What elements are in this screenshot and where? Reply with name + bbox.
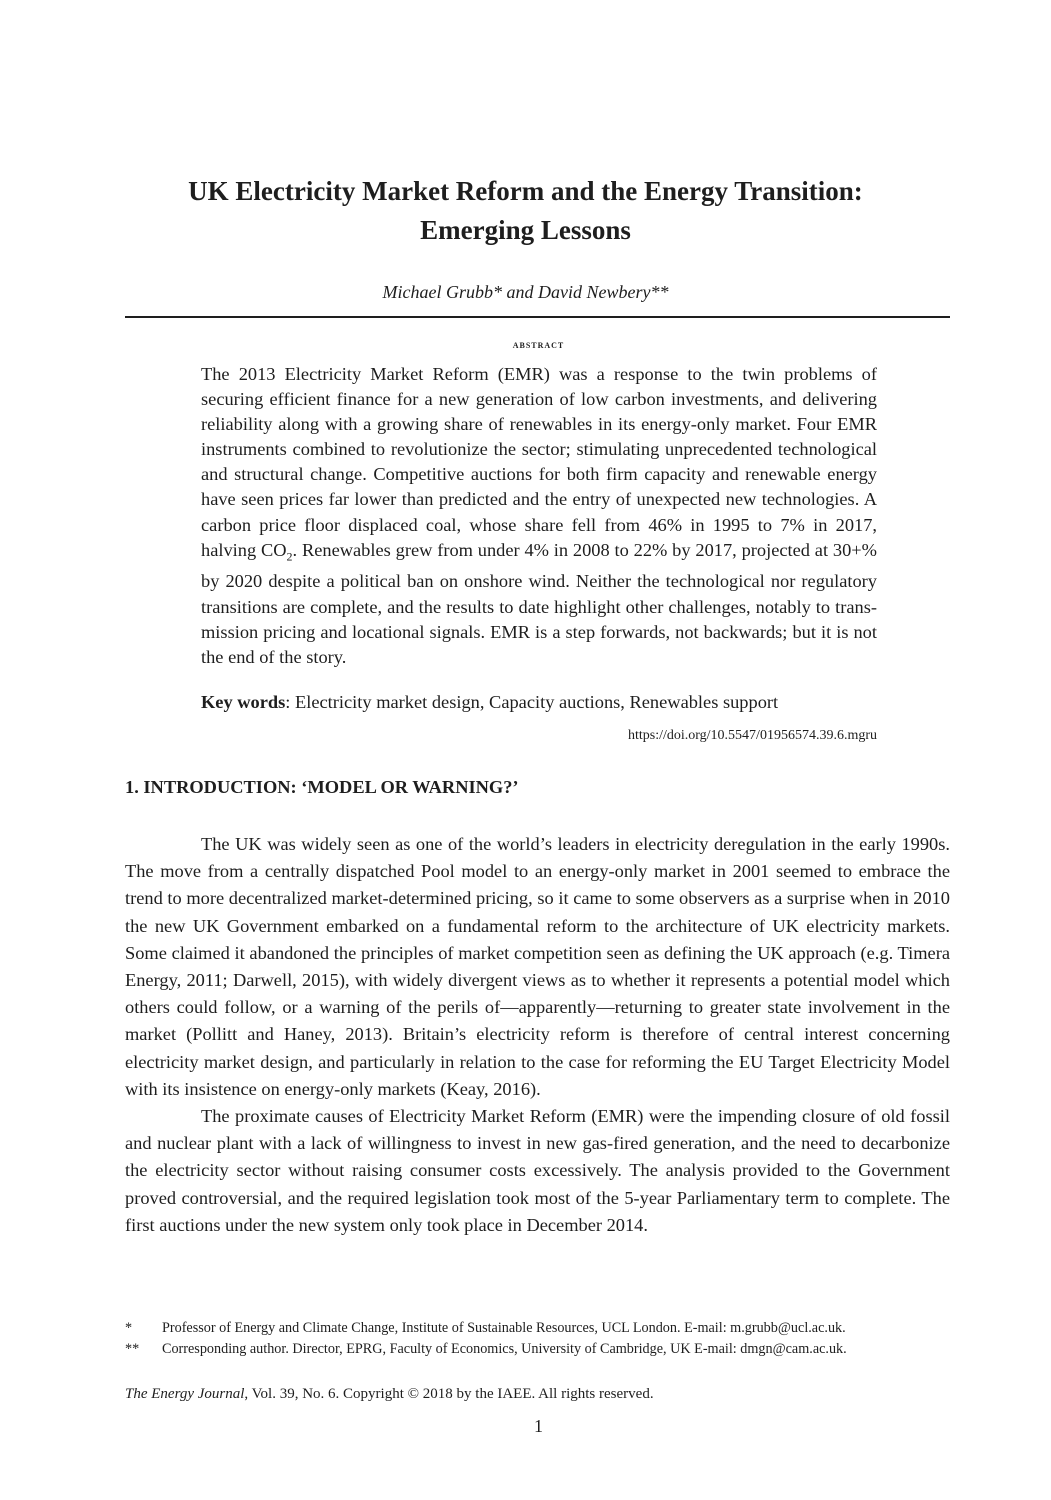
footnote-2-text: Corresponding author. Director, EPRG, Faculty of Economics, University of Cambridge, UK E-mail: dmgn@cam.ac.uk. [162, 1341, 847, 1357]
journal-name: The Energy Journal [125, 1386, 245, 1402]
title-divider [125, 316, 950, 318]
keywords-line [201, 692, 901, 713]
paper-title-line-1: UK Electricity Market Reform and the Energy Transition: [188, 176, 863, 206]
footnote-1-text: Professor of Energy and Climate Change, Institute of Sustainable Resources, UCL London. E-mail: m.grubb@ucl.ac.uk. [162, 1320, 846, 1336]
keywords-text: : Electricity market design, Capacity auctions, Renewables support [285, 692, 779, 712]
body-paragraph-2: The proximate causes of Electricity Market Reform (EMR) were the impending closure of old fossil and nuclear plant with a lack of willingness to invest in new gas-fired generation, and the need to decarbonize the electricity sector without raising consumer costs excessively. The analysis provided to the Government proved controversial, and the required legislation took most of the 5-year Parliamentary term to complete. The first auctions under the new system only took place in December 2014. [125, 1106, 950, 1235]
footnotes [125, 1318, 955, 1360]
introduction-body [125, 831, 950, 1239]
abstract-text-part-2: . Renewables grew from under 4% in 2008 to 22% by 2017, projected at 30+% by 2020 despite a political ban on onshore wind. Neither the technological nor regulatory transitions are complete, and the results to date highlight other challenges, notably to trans-mission pricing and locational signals. EMR is a step forwards, not backwards; but it is not the end of the story. [201, 539, 877, 667]
footnote-1-mark: * [125, 1320, 133, 1336]
journal-citation [125, 1386, 654, 1403]
abstract-text-part-1: The 2013 Electricity Market Reform (EMR) was a response to the twin problems of securing efficient finance for a new generation of low carbon investments, and delivering reliability along with a growing share of renewables in its energy-only market. Four EMR instruments combined to revolutionize the sector; stimulating unprecedented technological and structural change. Competitive auctions for both firm capacity and renewable energy have seen prices far lower than predicted and the entry of unexpected new technologies. A carbon price floor displaced coal, whose share fell from 46% in 1995 to 7% in 2017, halving CO [201, 364, 877, 560]
page-number: 1 [534, 1416, 543, 1436]
footnote-1 [125, 1318, 955, 1339]
author-line: Michael Grubb* and David Newbery** [382, 282, 669, 302]
section-heading: 1. INTRODUCTION: ‘MODEL OR WARNING?’ [125, 777, 519, 797]
footnote-2 [125, 1339, 955, 1360]
body-paragraph-1: The UK was widely seen as one of the world’s leaders in electricity deregulation in the early 1990s. The move from a centrally dispatched Pool model to an energy-only market in 2001 seemed to embrace the trend to more decentralized market-determined pricing, so it came to some observers as a surprise when in 2010 the new UK Government embarked on a fundamental reform to the architecture of UK electricity markets. Some claimed it abandoned the principles of market competition seen as defining the UK approach (e.g. Timera Energy, 2011; Darwell, 2015), with widely divergent views as to whether it represents a potential model which others could follow, or a warning of the perils of—apparently—returning to greater state involvement in the market (Pollitt and Haney, 2013). Britain’s electricity reform is therefore of central interest concerning electricity market design, and particularly in relation to the case for reforming the EU Target Electricity Model with its insistence on energy-only markets (Keay, 2016). [125, 834, 950, 1099]
abstract-heading: abstract [512, 337, 565, 351]
co2-subscript: 2 [286, 549, 293, 564]
footnote-2-mark: ** [125, 1341, 140, 1357]
keywords-label: Key words [201, 692, 286, 712]
paper-title [0, 172, 1051, 250]
doi-link[interactable]: https://doi.org/10.5547/01956574.39.6.mgru [627, 728, 877, 743]
abstract-body [201, 362, 877, 670]
paper-title-line-2: Emerging Lessons [420, 215, 631, 245]
journal-copyright: , Vol. 39, No. 6. Copyright © 2018 by the IAEE. All rights reserved. [244, 1386, 654, 1402]
